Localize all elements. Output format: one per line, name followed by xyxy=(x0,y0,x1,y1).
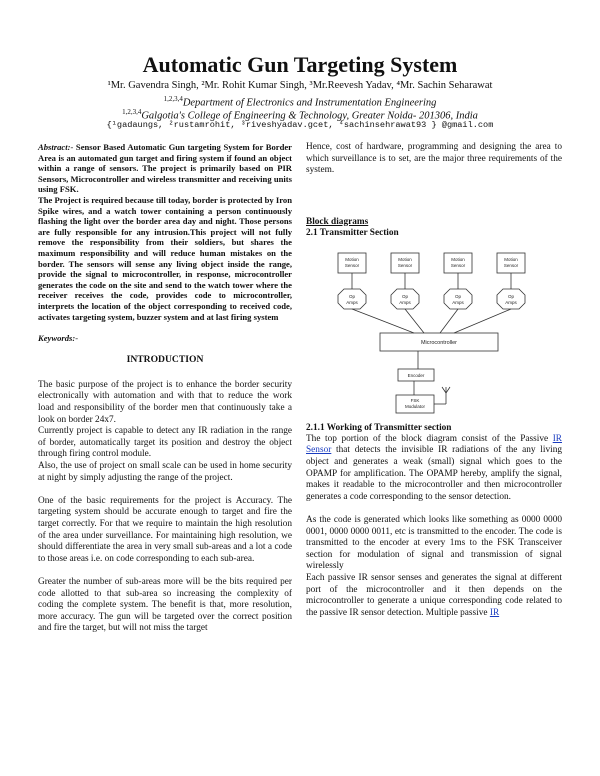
working-para-3-a: Each passive IR sensor senses and generates the signal at different port of the microcontroller and it then depends on the microcontroller to generate a unique corresponding code related to the passive IR sensor detection. Multiple passive xyxy=(306,572,562,618)
abstract-label: Abstract:- xyxy=(38,142,74,152)
opamp-box-1 xyxy=(338,289,366,309)
intro-para-2: Currently project is capable to detect any IR radiation in the range of border, automatically target its position and destroy the object through firing control module. xyxy=(38,426,292,460)
opamp-box-4 xyxy=(497,289,525,309)
department-sup: 1,2,3,4 xyxy=(163,95,183,103)
right-column xyxy=(306,142,562,619)
department-name: Department of Electronics and Instrumentation Engineering xyxy=(182,97,437,109)
intro-para-5: Greater the number of sub-areas more will be the bits required per code allotted to that sub-area so increasing the complexity of coding the complete system. The benefit is that, more resolution, more accuracy. The gun will be targeted over the correct position and fire the target, but will not miss the target xyxy=(38,576,292,634)
sensor-1-label-b: Sensor xyxy=(344,262,360,268)
intro-body xyxy=(38,380,292,635)
intro-para-4: One of the basic requirements for the project is Accuracy. The targeting system should be accurate enough to target and fire the target correctly. For that we require to maintain the high resolution of the area under surveillance. For maintaining high resolution, we should differentiate the area in very small sub-areas and a lot a code to those areas i.e. on code corresponding to each sub-area. xyxy=(38,495,292,564)
fsk-label-b: Modulator xyxy=(404,403,426,409)
intro-heading: INTRODUCTION xyxy=(126,354,204,366)
intro-para-1: The basic purpose of the project is to enhance the border security electronically with automation and with that to reduce the work load and responsibility of the border men that continuously take a look on border 24x7. xyxy=(38,379,292,425)
sensor-2-label-a: Motion xyxy=(398,256,412,262)
paper-title: Automatic Gun Targeting System xyxy=(142,52,458,77)
block-diagrams-heading: Block diagrams xyxy=(306,216,369,227)
author-line: ¹Mr. Gavendra Singh, ²Mr. Rohit Kumar Singh, ³Mr.Reevesh Yadav, ⁴Mr. Sachin Seharawat xyxy=(107,80,493,91)
transmitter-section-heading: 2.1 Transmitter Section xyxy=(306,227,399,238)
working-para-3 xyxy=(306,573,562,619)
opamp-box-2 xyxy=(391,289,419,309)
transmitter-block-diagram xyxy=(306,245,562,417)
opamp-4-label-b: Amps xyxy=(505,299,517,305)
ir-sensor-link[interactable]: IR Sensor xyxy=(306,433,562,456)
opamp-3-label-b: Amps xyxy=(452,299,464,305)
sensor-3-label-a: Motion xyxy=(451,256,465,262)
sensor-1-label-a: Motion xyxy=(345,256,359,262)
working-para-1 xyxy=(306,434,562,504)
keywords-label: Keywords:- xyxy=(38,332,79,343)
abstract-para-2: The Project is required because till today, border is protected by Iron Spike wires, and a watch tower containing a person continuously flashing the light over the border area day and night. Those persons are fully responsible for any intrusion.This project will not fully remove the responsibility from their soldiers, but shares the maximum responsibility and will reduce human mistakes on the border. The sensors will sense any living object inside the range, provide the signal to microcontroller, in response, microcontroller generates the code on the site and send to the watch tower where the receiver receives the code, provides code to microcontroller, interprets the location of the object corresponding to received code, activates targeting system, buzzer system and at last firing system xyxy=(38,194,292,322)
opamp-1-label-b: Amps xyxy=(346,299,358,305)
opamp-box-3 xyxy=(444,289,472,309)
left-column xyxy=(38,142,292,647)
microcontroller-label: Microcontroller xyxy=(420,339,458,346)
sensor-4-label-a: Motion xyxy=(504,256,518,262)
sensor-2-label-b: Sensor xyxy=(397,262,413,268)
abstract-text-1: Sensor Based Automatic Gun targeting System for Border Area is an automated gun target and firing system if found an object within a range of sensors. The project is primarily based on PIR Sensors, Microcontroller and wireless transmitter and receiving units using FSK. xyxy=(38,142,292,195)
college-name: Galgotia's College of Engineering & Technology, Greater Noida- 201306, India xyxy=(141,110,478,122)
sensor-4-label-b: Sensor xyxy=(503,262,519,268)
sensor-3-label-b: Sensor xyxy=(450,262,466,268)
opamp-2-label-b: Amps xyxy=(399,299,411,305)
working-para-1-a: The top portion of the block diagram consist of the Passive xyxy=(306,433,553,444)
college-sup: 1,2,3,4 xyxy=(122,108,142,116)
ir-link[interactable]: IR xyxy=(489,607,500,618)
working-para-1-b: that detects the invisible IR radiations of the any living object and generates a weak (small) signal which goes to the OPAMP for amplification. The OPAMP hereby, amplify the signal, makes it readable to the microcontroller and then microcontroller generates a code corresponding to the sensor detection. xyxy=(306,445,562,502)
email-line: {¹gadaungs, ²rustamrohit, ³riveshyadav.gcet, ⁴sachinsehrawat93 } @gmail.com xyxy=(106,120,494,130)
working-transmitter-heading: 2.1.1 Working of Transmitter section xyxy=(306,422,452,433)
abstract-para-1 xyxy=(38,142,292,195)
right-para-0: Hence, cost of hardware, programming and designing the area to which surveillance is to set, are the major three requirements of the system. xyxy=(306,142,562,176)
encoder-label: Encoder xyxy=(407,372,425,378)
working-para-2: As the code is generated which looks like something as 0000 0000 0001, 0000 0000 0011, etc is transmitted to the encoder. The code is transmitted to the encoder at every 1ms to the FSK Transceiver section for modulation of signal and transmission of signal wirelessly xyxy=(306,514,562,572)
opamp-1-label-a: Op xyxy=(348,293,356,299)
opamp-2-label-a: Op xyxy=(401,293,409,299)
opamp-3-label-a: Op xyxy=(454,293,462,299)
fsk-label-a: FSK xyxy=(410,397,420,403)
intro-para-3: Also, the use of project on small scale can be used in home security at night by simply adjusting the range of the project. xyxy=(38,461,292,483)
opamp-4-label-a: Op xyxy=(507,293,515,299)
